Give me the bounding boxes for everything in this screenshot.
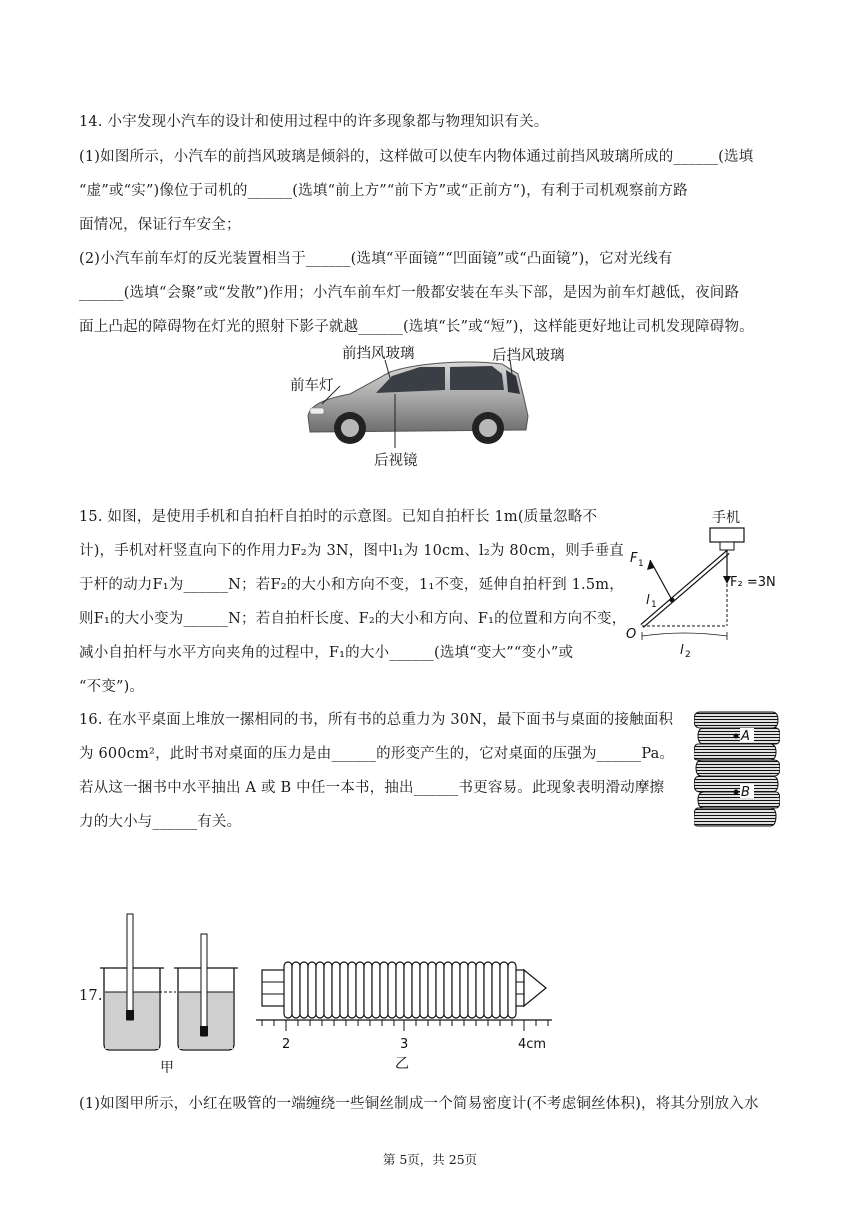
- q14-line-4: 面情况，保证行车安全；: [79, 217, 241, 233]
- headlight-label: 前车灯: [290, 378, 334, 394]
- mirror-label: 后视镜: [374, 453, 418, 469]
- l2-sub: 2: [685, 650, 691, 660]
- q16-line-3: 若从这一捆书中水平抽出 A 或 B 中任一本书，抽出______书更容易。此现象表明滑动摩擦: [79, 780, 665, 796]
- q14-line-1: 14. 小宇发现小汽车的设计和使用过程中的许多现象都与物理知识有关。: [79, 114, 549, 130]
- selfie-stick-figure: [620, 500, 800, 660]
- q14-line-3: “虚”或“实”)像位于司机的______(选填“前上方”“前下方”或“正前方”)，有利于司机观察前方路: [79, 183, 688, 199]
- rear-glass-label: 后挡风玻璃: [492, 348, 565, 364]
- q15-line-3: 于杆的动力F₁为______N；若F₂的大小和方向不变，1₁不变，延伸自拍杆到 1.5m，: [79, 577, 624, 593]
- phone-label: 手机: [712, 510, 740, 526]
- f2-label: F₂ =3N: [730, 575, 776, 590]
- f1-label: F: [630, 551, 638, 566]
- q15-line-2: 计)，手机对杆竖直向下的作用力F₂为 3N，图中l₁为 10cm、l₂为 80cm，则手垂直: [79, 543, 625, 559]
- fig-yi-label: 乙: [395, 1056, 409, 1072]
- car-figure: [280, 338, 590, 474]
- l2-label: l: [680, 643, 684, 658]
- q15-line-1: 15. 如图，是使用手机和自拍杆自拍时的示意图。已知自拍杆长 1m(质量忽略不: [79, 509, 598, 525]
- ruler-tick-2: 2: [282, 1037, 291, 1052]
- q16-line-4: 力的大小与______有关。: [79, 814, 242, 830]
- q16-line-2: 为 600cm²，此时书对桌面的压力是由______的形变产生的，它对桌面的压强为______Pa。: [79, 746, 675, 762]
- q14-line-6: ______(选填“会聚”或“发散”)作用；小汽车前车灯一般都安装在车头下部，是因为前车灯越低，夜间路: [79, 285, 740, 301]
- ruler-tick-3: 3: [400, 1037, 409, 1052]
- f1-sub: 1: [638, 559, 644, 569]
- q14-line-2: (1)如图所示，小汽车的前挡风玻璃是倾斜的，这样做可以使车内物体通过前挡风玻璃所成的______(选填: [79, 149, 754, 165]
- q15-line-5: 减小自拍杆与水平方向夹角的过程中，F₁的大小______(选填“变大”“变小”或: [79, 645, 574, 661]
- l1-sub: 1: [651, 600, 657, 610]
- q17-line-1: (1)如图甲所示，小红在吸管的一端缠绕一些铜丝制成一个简易密度计(不考虑铜丝体积)，将其分别放入水: [79, 1096, 759, 1112]
- q15-line-4: 则F₁的大小变为______N；若自拍杆长度、F₂的大小和方向、F₁的位置和方向不变，: [79, 611, 627, 627]
- density-meter-figure: [98, 906, 558, 1082]
- q17-number: 17.: [79, 988, 103, 1004]
- fig-jia-label: 甲: [160, 1060, 174, 1076]
- front-glass-label: 前挡风玻璃: [342, 346, 415, 362]
- q14-line-5: (2)小汽车前车灯的反光装置相当于______(选填“平面镜”“凹面镜”或“凸面镜”)，它对光线有: [79, 251, 673, 267]
- q16-line-1: 16. 在水平桌面上堆放一摞相同的书，所有书的总重力为 30N，最下面书与桌面的接触面积: [79, 712, 674, 728]
- book-a-label: A: [741, 729, 750, 744]
- q14-line-7: 面上凸起的障碍物在灯光的照射下影子就越______(选填“长”或“短”)，这样能更好地让司机发现障碍物。: [79, 319, 754, 335]
- ruler-tick-4: 4cm: [518, 1037, 547, 1052]
- q15-line-6: “不变”)。: [79, 679, 145, 695]
- l1-label: l: [646, 593, 650, 608]
- book-b-label: B: [741, 785, 750, 800]
- book-stack-figure: [694, 706, 780, 828]
- pivot-label: O: [626, 627, 637, 642]
- page-footer: 第 5页，共 25页: [382, 1152, 478, 1167]
